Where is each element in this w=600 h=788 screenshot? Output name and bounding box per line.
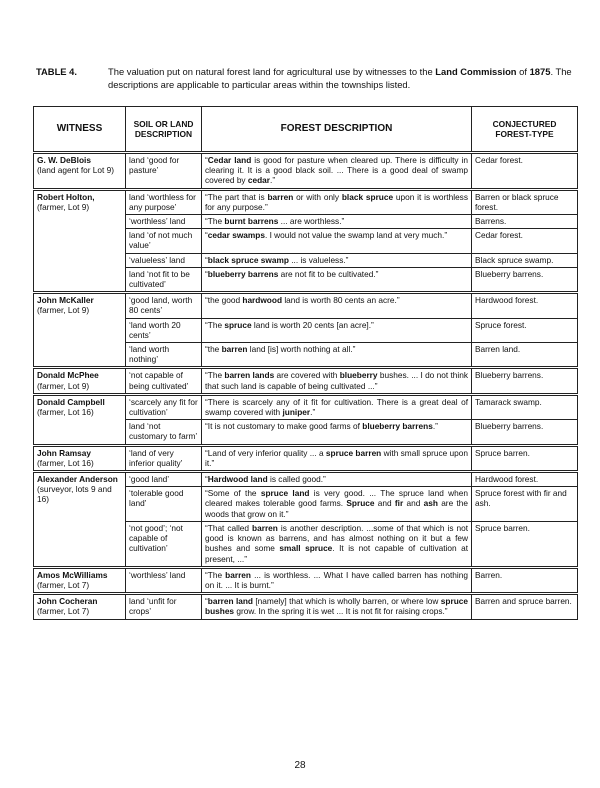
forest-description-cell bbox=[202, 343, 472, 368]
bold-text-run: barren lands bbox=[224, 370, 275, 381]
witness-cell bbox=[34, 567, 126, 593]
text-run: “the good bbox=[205, 295, 243, 306]
table-row bbox=[34, 368, 578, 394]
forest-type-cell: Barren land. bbox=[472, 343, 578, 368]
bold-text-run: juniper bbox=[282, 407, 311, 418]
witness-name: John Ramsay bbox=[37, 447, 91, 458]
soil-description-cell: ‘good land, worth 80 cents’ bbox=[126, 293, 202, 318]
text-run: ... is worthless. ... What I have called barren has nothing on it. ... It is burnt.” bbox=[205, 569, 468, 590]
bold-text-run: fir bbox=[394, 498, 404, 509]
table-row bbox=[34, 189, 578, 214]
text-run: . It is not capable of cultivation at present, ...” bbox=[205, 543, 468, 564]
bold-text-run: burnt barrens bbox=[224, 216, 279, 227]
forest-description-cell bbox=[202, 420, 472, 445]
text-run: The valuation put on natural forest land for agricultural use by witnesses to the bbox=[108, 66, 436, 77]
forest-type-cell: Blueberry barrens. bbox=[472, 368, 578, 394]
forest-description-cell bbox=[202, 229, 472, 253]
text-run: “ bbox=[205, 254, 208, 265]
forest-description-cell bbox=[202, 472, 472, 487]
forest-type-cell: Spruce forest with fir and ash. bbox=[472, 487, 578, 522]
text-run: “ bbox=[205, 155, 208, 165]
text-run: grow. In the spring it is wet ... It is not fit for raising crops.” bbox=[234, 606, 448, 617]
soil-description-cell: ‘not good’; ‘not capable of cultivation’ bbox=[126, 521, 202, 567]
bold-text-run: black spruce swamp bbox=[207, 254, 289, 265]
soil-description-cell: land ‘unfit for crops’ bbox=[126, 594, 202, 619]
bold-text-run: barren bbox=[252, 522, 278, 533]
forest-type-cell: Cedar forest. bbox=[472, 153, 578, 190]
soil-description-cell: ‘worthless’ land bbox=[126, 567, 202, 593]
table-row bbox=[34, 394, 578, 419]
witness-name: Amos McWilliams bbox=[37, 569, 108, 580]
bold-text-run: Land Commission bbox=[435, 66, 517, 77]
soil-description-cell: ‘land worth nothing’ bbox=[126, 343, 202, 368]
witness-name: Donald Campbell bbox=[37, 396, 105, 407]
header-soil: SOIL OR LAND DESCRIPTION bbox=[126, 107, 202, 153]
text-run: land is worth 80 cents an acre.” bbox=[282, 295, 400, 306]
text-run: “The bbox=[205, 319, 225, 330]
text-run: is very good. ... The spruce land when cleared makes tolerable good farms. bbox=[205, 488, 468, 509]
forest-type-cell: Blueberry barrens. bbox=[472, 420, 578, 445]
forest-type-cell: Tamarack swamp. bbox=[472, 394, 578, 419]
witness-cell bbox=[34, 445, 126, 471]
forest-description-cell bbox=[202, 521, 472, 567]
witness-name: G. W. DeBlois bbox=[37, 155, 91, 165]
text-run: “ bbox=[205, 474, 208, 485]
bold-text-run: blueberry barrens bbox=[207, 268, 279, 279]
soil-description-cell: ‘valueless’ land bbox=[126, 253, 202, 267]
forest-type-cell: Barren. bbox=[472, 567, 578, 593]
text-run: “The bbox=[205, 370, 225, 381]
text-run: “There is scarcely any of it fit for cultivation. There is a great deal of swamp covered with bbox=[205, 396, 468, 418]
forest-description-cell bbox=[202, 594, 472, 619]
text-run: “That called bbox=[205, 522, 253, 533]
witness-cell bbox=[34, 594, 126, 619]
bold-text-run: Spruce bbox=[346, 498, 375, 509]
caption-text bbox=[108, 66, 576, 91]
witness-cell bbox=[34, 189, 126, 293]
table-row bbox=[34, 153, 578, 190]
forest-type-cell: Spruce barren. bbox=[472, 521, 578, 567]
witness-role: (farmer, Lot 9) bbox=[37, 201, 90, 212]
forest-description-cell bbox=[202, 445, 472, 471]
text-run: “ bbox=[205, 596, 208, 607]
text-run: .” bbox=[310, 407, 316, 418]
bold-text-run: spruce land bbox=[260, 488, 310, 499]
witness-cell bbox=[34, 394, 126, 445]
valuation-table bbox=[33, 106, 578, 620]
soil-description-cell: land ‘of not much value’ bbox=[126, 229, 202, 253]
text-run: is called good.” bbox=[267, 474, 326, 485]
text-run: are covered with bbox=[274, 370, 340, 381]
forest-description-cell bbox=[202, 153, 472, 190]
text-run: “It is not customary to make good farms of bbox=[205, 421, 363, 432]
page-number: 28 bbox=[294, 760, 306, 771]
soil-description-cell: ‘land of very inferior quality’ bbox=[126, 445, 202, 471]
text-run: “ bbox=[205, 230, 208, 241]
text-run: “The bbox=[205, 216, 225, 227]
bold-text-run: Hardwood land bbox=[207, 474, 268, 485]
soil-description-cell: ‘good land’ bbox=[126, 472, 202, 487]
soil-description-cell: land ‘worthless for any purpose’ bbox=[126, 189, 202, 214]
bold-text-run: blueberry barrens bbox=[362, 421, 433, 432]
bold-text-run: cedar bbox=[247, 175, 271, 186]
header-row bbox=[34, 107, 578, 153]
soil-description-cell: ‘not capable of being cultivated’ bbox=[126, 368, 202, 394]
witness-role: (land agent for Lot 9) bbox=[37, 165, 115, 176]
table-row bbox=[34, 567, 578, 593]
text-run: land is worth 20 cents [an acre].” bbox=[251, 319, 374, 330]
forest-type-cell: Spruce barren. bbox=[472, 445, 578, 471]
forest-type-cell: Barren and spruce barren. bbox=[472, 594, 578, 619]
bold-text-run: spruce barren bbox=[325, 447, 382, 458]
table-row bbox=[34, 472, 578, 487]
header-forest: FOREST DESCRIPTION bbox=[202, 107, 472, 153]
header-witness: WITNESS bbox=[34, 107, 126, 153]
soil-description-cell: ‘worthless’ land bbox=[126, 215, 202, 229]
table-row bbox=[34, 445, 578, 471]
soil-description-cell: ‘scarcely any fit for cultivation’ bbox=[126, 394, 202, 419]
forest-description-cell bbox=[202, 318, 472, 342]
header-type: CONJECTURED FOREST-TYPE bbox=[472, 107, 578, 153]
text-run: .” bbox=[270, 175, 276, 186]
table-row bbox=[34, 594, 578, 619]
text-run: . The descriptions are applicable to particular areas within the townships listed. bbox=[108, 66, 572, 90]
witness-role: (farmer, Lot 16) bbox=[37, 457, 94, 468]
bold-text-run: spruce bushes bbox=[205, 596, 468, 617]
text-run: “The part that is bbox=[205, 191, 268, 202]
forest-description-cell bbox=[202, 215, 472, 229]
table-label: TABLE 4. bbox=[36, 66, 77, 77]
forest-type-cell: Cedar forest. bbox=[472, 229, 578, 253]
forest-type-cell: Hardwood forest. bbox=[472, 293, 578, 318]
text-run: are not fit to be cultivated.” bbox=[278, 268, 379, 279]
text-run: “Some of the bbox=[205, 488, 261, 499]
soil-description-cell: land ‘good for pasture’ bbox=[126, 153, 202, 190]
soil-description-cell: land ‘not customary to farm’ bbox=[126, 420, 202, 445]
table-body bbox=[34, 153, 578, 620]
witness-name: Alexander Anderson bbox=[37, 474, 118, 485]
text-run: “Land of very inferior quality ... a bbox=[205, 447, 326, 458]
bold-text-run: blueberry bbox=[339, 370, 378, 381]
text-run: is another description. ...some of that which is not good is known as barrens, and has almost nothing on it but a few bushes and some bbox=[205, 522, 469, 554]
bold-text-run: spruce bbox=[224, 319, 252, 330]
witness-name: John McKaller bbox=[37, 295, 94, 306]
witness-name: Robert Holton, bbox=[37, 191, 95, 202]
witness-role: (farmer, Lot 16) bbox=[37, 407, 94, 418]
bold-text-run: black spruce bbox=[341, 191, 394, 202]
witness-role: (surveyor, lots 9 and 16) bbox=[37, 484, 112, 505]
text-run: . I would not value the swamp land at very much.” bbox=[264, 230, 448, 241]
soil-description-cell: land ‘not fit to be cultivated’ bbox=[126, 267, 202, 292]
forest-description-cell bbox=[202, 189, 472, 214]
text-run: ... is valueless.” bbox=[288, 254, 349, 265]
forest-type-cell: Hardwood forest. bbox=[472, 472, 578, 487]
text-run: with small spruce upon it.” bbox=[205, 447, 469, 468]
witness-cell bbox=[34, 153, 126, 190]
text-run: bushes. ... I do not think that such land is capable of being cultivated ...” bbox=[205, 370, 468, 391]
text-run: .” bbox=[432, 421, 438, 432]
table-row bbox=[34, 293, 578, 318]
text-run: of bbox=[516, 66, 530, 77]
witness-role: (farmer, Lot 7) bbox=[37, 606, 90, 617]
witness-role: (farmer, Lot 9) bbox=[37, 305, 90, 316]
bold-text-run: hardwood bbox=[242, 295, 283, 306]
forest-description-cell bbox=[202, 267, 472, 292]
text-run: and bbox=[403, 498, 424, 509]
forest-type-cell: Spruce forest. bbox=[472, 318, 578, 342]
bold-text-run: small spruce bbox=[279, 543, 333, 554]
text-run: or with only bbox=[293, 191, 342, 202]
forest-description-cell bbox=[202, 487, 472, 522]
forest-description-cell bbox=[202, 253, 472, 267]
text-run: are the woods that grow on it.” bbox=[205, 498, 468, 519]
witness-role: (farmer, Lot 9) bbox=[37, 380, 90, 391]
witness-cell bbox=[34, 368, 126, 394]
text-run: [namely] that which is wholly barren, or where low bbox=[253, 596, 441, 607]
text-run: “ bbox=[205, 268, 208, 279]
forest-description-cell bbox=[202, 368, 472, 394]
forest-description-cell bbox=[202, 567, 472, 593]
witness-cell bbox=[34, 293, 126, 368]
forest-type-cell: Barrens. bbox=[472, 215, 578, 229]
witness-cell bbox=[34, 472, 126, 568]
bold-text-run: barren bbox=[267, 191, 294, 202]
text-run: ... are worthless.” bbox=[278, 216, 345, 227]
table-caption bbox=[36, 66, 576, 91]
bold-text-run: barren bbox=[225, 569, 251, 580]
witness-role: (farmer, Lot 7) bbox=[37, 579, 90, 590]
bold-text-run: barren land bbox=[207, 596, 254, 607]
bold-text-run: barren bbox=[221, 344, 248, 355]
witness-name: John Cocheran bbox=[37, 596, 98, 607]
bold-text-run: 1875 bbox=[529, 66, 551, 77]
text-run: is good for pasture when cleared up. There is difficulty in clearing it. It is a good black soil. ... There is a good deal of swamp covered by bbox=[205, 155, 468, 186]
witness-name: Donald McPhee bbox=[37, 370, 99, 381]
bold-text-run: cedar swamps bbox=[207, 230, 265, 241]
forest-type-cell: Blueberry barrens. bbox=[472, 267, 578, 292]
text-run: upon it is worthless for any purpose.” bbox=[205, 191, 468, 212]
bold-text-run: Cedar land bbox=[207, 155, 252, 165]
soil-description-cell: ‘tolerable good land’ bbox=[126, 487, 202, 522]
bold-text-run: ash bbox=[423, 498, 438, 509]
forest-description-cell bbox=[202, 293, 472, 318]
forest-type-cell: Black spruce swamp. bbox=[472, 253, 578, 267]
text-run: “the bbox=[205, 344, 222, 355]
forest-description-cell bbox=[202, 394, 472, 419]
forest-type-cell: Barren or black spruce forest. bbox=[472, 189, 578, 214]
text-run: land [is] worth nothing at all.” bbox=[247, 344, 356, 355]
text-run: “The bbox=[205, 569, 226, 580]
soil-description-cell: ‘land worth 20 cents’ bbox=[126, 318, 202, 342]
text-run: and bbox=[374, 498, 395, 509]
